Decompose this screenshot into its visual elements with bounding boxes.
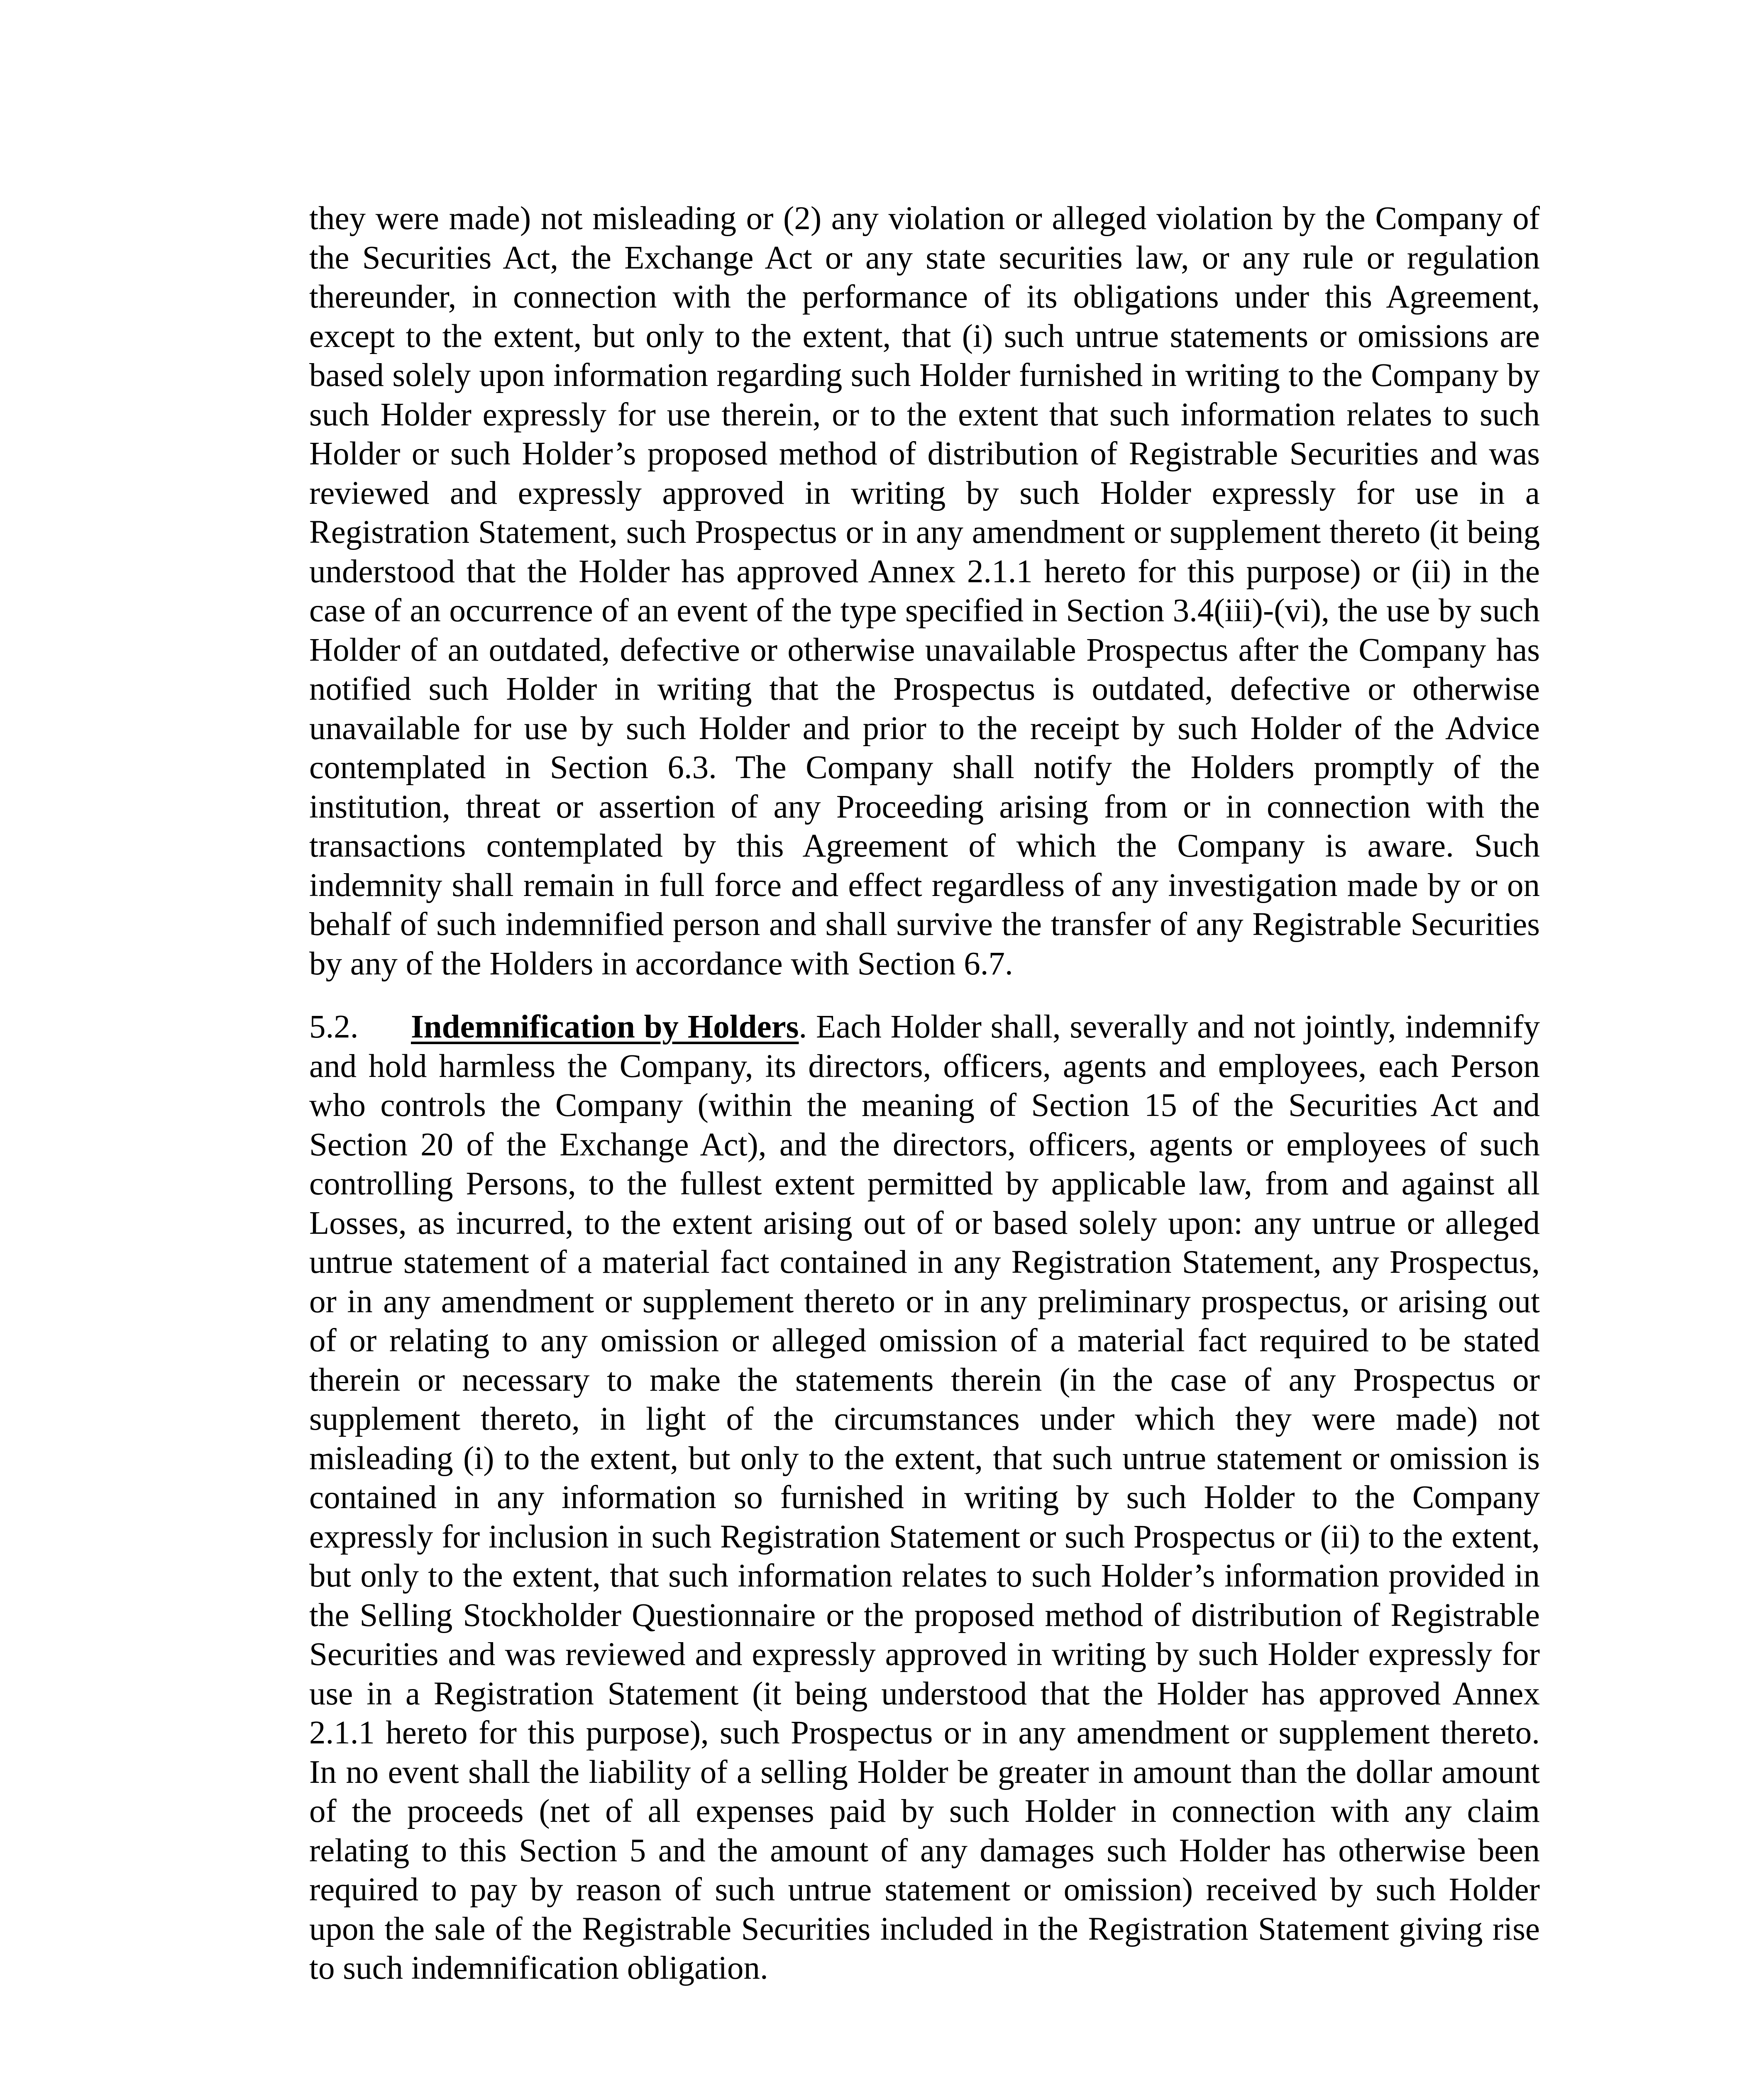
document-body bbox=[309, 199, 1540, 1988]
paragraph-indemnification-continued bbox=[309, 199, 1540, 984]
section-heading-punctuation: . bbox=[799, 1009, 807, 1045]
paragraph-section-5-2 bbox=[309, 1008, 1540, 1988]
section-heading: Indemnification by Holders bbox=[411, 1009, 799, 1045]
paragraph-text: Each Holder shall, severally and not jointly, indemnify and hold harmless the Company, its directors, officers, agents and employees, each Person who controls the Company (within the meaning of Section 15 of the Securities Act and Section 20 of the Exchange Act), and the directors, officers, agents or employees of such controlling Persons, to the fullest extent permitted by applicable law, from and against all Losses, as incurred, to the extent arising out of or based solely upon: any untrue or alleged untrue statement of a material fact contained in any Registration Statement, any Prospectus, or in any amendment or supplement thereto or in any preliminary prospectus, or arising out of or relating to any omission or alleged omission of a material fact required to be stated therein or necessary to make the statements therein (in the case of any Prospectus or supplement thereto, in light of the circumstances under which they were made) not misleading (i) to the extent, but only to the extent, that such untrue statement or omission is contained in any information so furnished in writing by such Holder to the Company expressly for inclusion in such Registration Statement or such Prospectus or (ii) to the extent, but only to the extent, that such information relates to such Holder’s information provided in the Selling Stockholder Questionnaire or the proposed method of distribution of Registrable Securities and was reviewed and expressly approved in writing by such Holder expressly for use in a Registration Statement (it being understood that the Holder has approved Annex 2.1.1 hereto for this purpose), such Prospectus or in any amendment or supplement thereto. In no event shall the liability of a selling Holder be greater in amount than the dollar amount of the proceeds (net of all expenses paid by such Holder in connection with any claim relating to this Section 5 and the amount of any damages such Holder has otherwise been required to pay by reason of such untrue statement or omission) received by such Holder upon the sale of the Registrable Securities included in the Registration Statement giving rise to such indemnification obligation. bbox=[309, 1009, 1540, 1986]
section-number: 5.2. bbox=[309, 1009, 359, 1045]
paragraph-text: they were made) not misleading or (2) any violation or alleged violation by the Company of the Securities Act, the Exchange Act or any state securities law, or any rule or regulation thereunder, in connection with the performance of its obligations under this Agreement, except to the extent, but only to the extent, that (i) such untrue statements or omissions are based solely upon information regarding such Holder furnished in writing to the Company by such Holder expressly for use therein, or to the extent that such information relates to such Holder or such Holder’s proposed method of distribution of Registrable Securities and was reviewed and expressly approved in writing by such Holder expressly for use in a Registration Statement, such Prospectus or in any amendment or supplement thereto (it being understood that the Holder has approved Annex 2.1.1 hereto for this purpose) or (ii) in the case of an occurrence of an event of the type specified in Section 3.4(iii)-(vi), the use by such Holder of an outdated, defective or otherwise unavailable Prospectus after the Company has notified such Holder in writing that the Prospectus is outdated, defective or otherwise unavailable for use by such Holder and prior to the receipt by such Holder of the Advice contemplated in Section 6.3. The Company shall notify the Holders promptly of the institution, threat or assertion of any Proceeding arising from or in connection with the transactions contemplated by this Agreement of which the Company is aware. Such indemnity shall remain in full force and effect regardless of any investigation made by or on behalf of such indemnified person and shall survive the transfer of any Registrable Securities by any of the Holders in accordance with Section 6.7. bbox=[309, 200, 1540, 982]
